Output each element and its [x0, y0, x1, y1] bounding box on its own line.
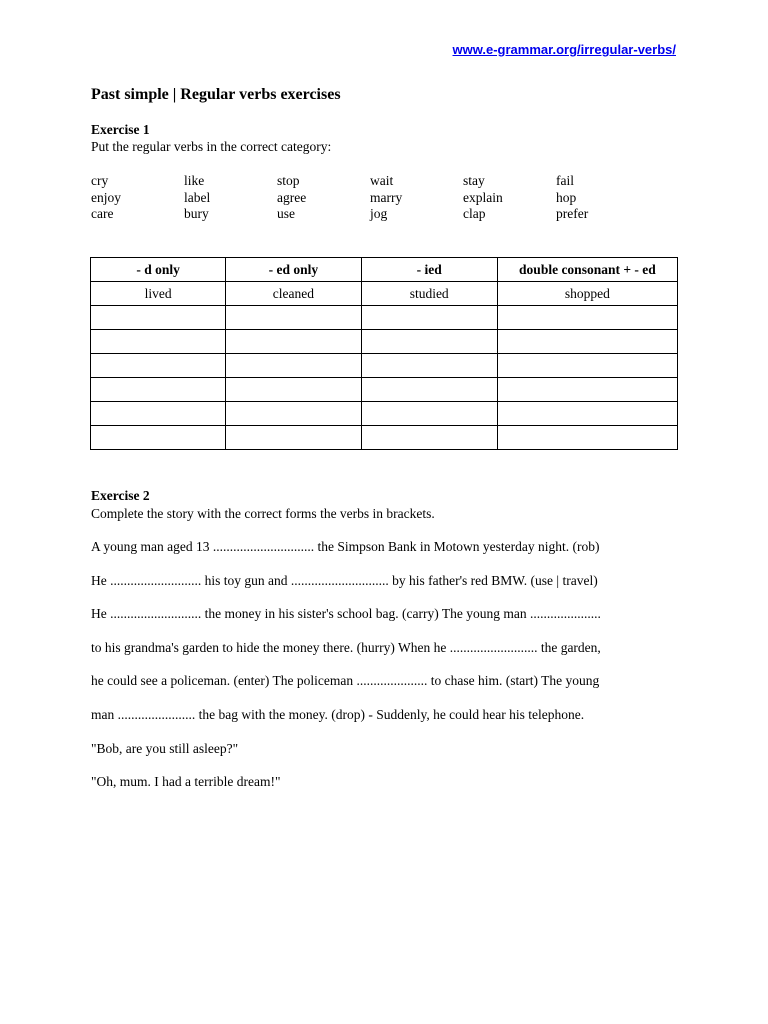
example-cell: lived	[91, 282, 226, 306]
answer-cell[interactable]	[361, 330, 497, 354]
answer-cell[interactable]	[226, 330, 361, 354]
column-header: - ed only	[226, 258, 361, 282]
verb: stop	[277, 173, 300, 188]
story-line: He ........................... the money in his sister's school bag. (carry) The young man .....................	[91, 606, 601, 622]
answer-cell[interactable]	[497, 426, 677, 450]
verb: fail	[556, 173, 574, 188]
answer-cell[interactable]	[226, 426, 361, 450]
verb-row	[91, 190, 651, 207]
verb: label	[184, 189, 211, 205]
table-row	[91, 306, 678, 330]
answer-cell[interactable]	[361, 402, 497, 426]
answer-cell[interactable]	[226, 402, 361, 426]
verb-row	[91, 206, 651, 223]
verb: use	[277, 206, 295, 221]
verb: jog	[370, 206, 388, 221]
category-table	[90, 257, 678, 450]
story-text	[91, 538, 681, 807]
answer-cell[interactable]	[226, 306, 361, 330]
table-row	[91, 402, 678, 426]
verb: marry	[370, 189, 403, 205]
table-row	[91, 330, 678, 354]
page-title: Past simple | Regular verbs exercises	[91, 86, 341, 103]
table-row	[91, 426, 678, 450]
verb: cry	[91, 173, 109, 188]
table-row	[91, 378, 678, 402]
verb: enjoy	[91, 189, 121, 205]
story-line: "Oh, mum. I had a terrible dream!"	[91, 774, 281, 790]
answer-cell[interactable]	[497, 402, 677, 426]
table-row	[91, 282, 678, 306]
answer-cell[interactable]	[91, 426, 226, 450]
answer-cell[interactable]	[226, 378, 361, 402]
column-header: double consonant + - ed	[497, 258, 677, 282]
answer-cell[interactable]	[497, 378, 677, 402]
story-line: A young man aged 13 .............................. the Simpson Bank in Motown yesterday night. (rob)	[91, 539, 600, 554]
answer-cell[interactable]	[91, 330, 226, 354]
answer-cell[interactable]	[91, 402, 226, 426]
table-row	[91, 354, 678, 378]
column-header: - ied	[361, 258, 497, 282]
answer-cell[interactable]	[361, 426, 497, 450]
verb: like	[184, 173, 205, 188]
column-header: - d only	[91, 258, 226, 282]
story-line: He ........................... his toy gun and ............................. by his father's red BMW. (use | travel)	[91, 572, 598, 588]
verb: wait	[370, 173, 394, 188]
example-cell: shopped	[497, 282, 677, 306]
exercise2-heading: Exercise 2	[91, 488, 150, 503]
answer-cell[interactable]	[91, 306, 226, 330]
answer-cell[interactable]	[361, 306, 497, 330]
answer-cell[interactable]	[91, 354, 226, 378]
answer-cell[interactable]	[226, 354, 361, 378]
verb-list	[91, 173, 651, 223]
verb-row	[91, 173, 651, 190]
example-cell: studied	[361, 282, 497, 306]
story-line: "Bob, are you still asleep?"	[91, 740, 239, 756]
exercise1-heading: Exercise 1	[91, 122, 150, 137]
answer-cell[interactable]	[91, 378, 226, 402]
answer-cell[interactable]	[361, 378, 497, 402]
story-line: man ....................... the bag with the money. (drop) - Suddenly, he could hear his telephone.	[91, 706, 585, 722]
exercise2-instruction: Complete the story with the correct forms the verbs in brackets.	[91, 506, 435, 521]
exercise1-instruction: Put the regular verbs in the correct category:	[91, 139, 332, 154]
example-cell: cleaned	[226, 282, 361, 306]
verb: care	[91, 206, 114, 221]
answer-cell[interactable]	[497, 306, 677, 330]
verb: prefer	[556, 206, 589, 221]
story-line: to his grandma's garden to hide the money there. (hurry) When he .......................... the garden,	[91, 639, 601, 655]
verb: bury	[184, 206, 209, 221]
answer-cell[interactable]	[497, 330, 677, 354]
verb: agree	[277, 189, 307, 205]
verb: stay	[463, 173, 485, 188]
story-line: he could see a policeman. (enter) The policeman ..................... to chase him. (start) The young	[91, 673, 600, 689]
table-header-row	[91, 258, 678, 282]
verb: clap	[463, 206, 486, 221]
answer-cell[interactable]	[497, 354, 677, 378]
header-link[interactable]: www.e-grammar.org/irregular-verbs/	[452, 42, 676, 57]
answer-cell[interactable]	[361, 354, 497, 378]
verb: hop	[556, 189, 577, 205]
verb: explain	[463, 189, 503, 205]
